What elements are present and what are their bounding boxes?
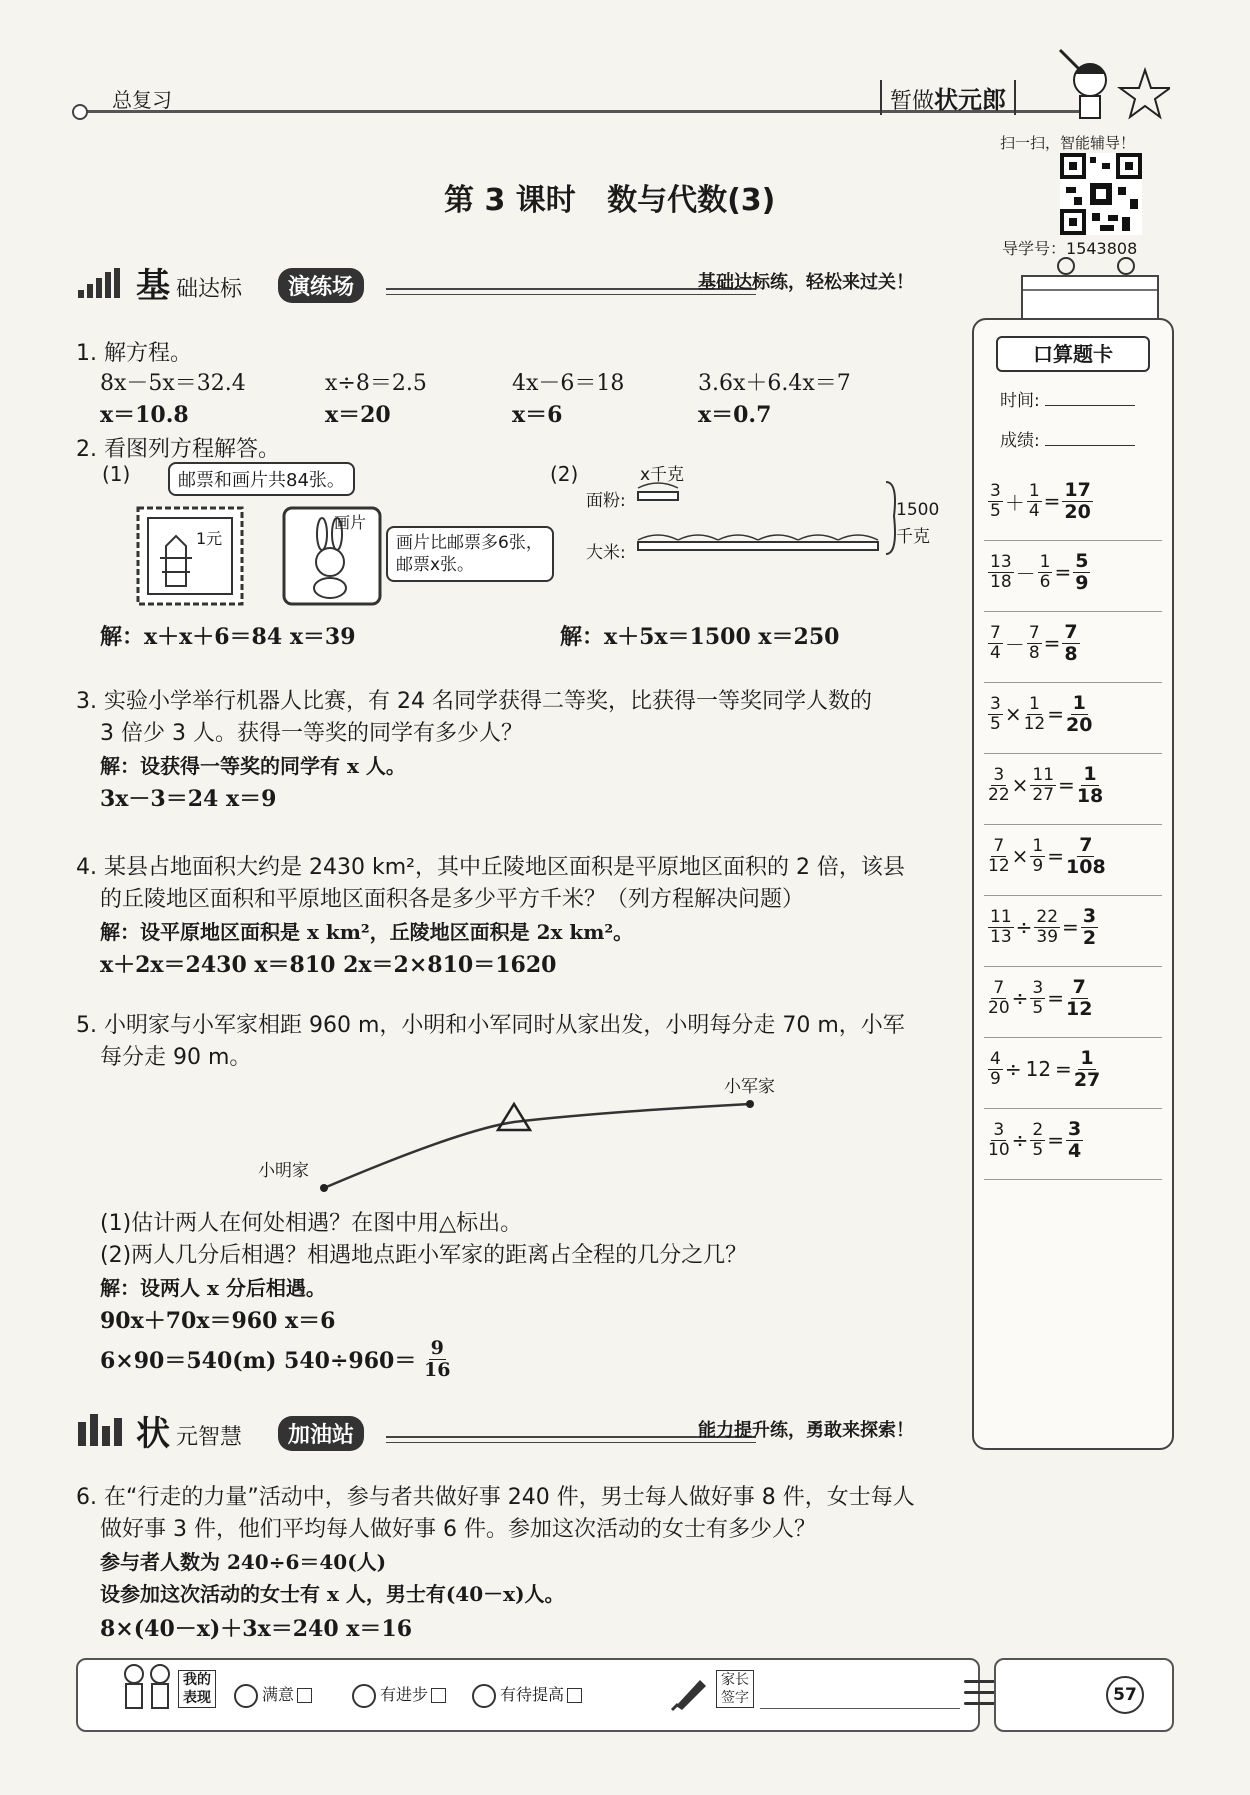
total-label: 1500 <box>896 500 940 520</box>
card-operator: － <box>1004 632 1025 657</box>
card-equals: = <box>1054 560 1072 585</box>
option-1-label: 满意 <box>262 1685 295 1704</box>
card-result-den: 18 <box>1076 784 1104 807</box>
q2-sub2: (2) <box>550 462 579 486</box>
bars-icon <box>78 268 122 298</box>
card-result-den: 12 <box>1066 997 1093 1020</box>
card-equals: = <box>1055 1057 1072 1082</box>
q5-fraction-den: 16 <box>424 1358 451 1381</box>
footer-option-2[interactable] <box>352 1682 446 1708</box>
card-result-den: 8 <box>1064 642 1078 665</box>
card-operand-a <box>988 695 1003 733</box>
q4-answer-1: 解：设平原地区面积是 x km²，丘陵地区面积是 2x km²。 <box>100 920 634 944</box>
q2-bubble2: 画片比邮票多6张，邮票x张。 <box>386 526 554 582</box>
card-operand-a <box>988 1050 1003 1088</box>
card-equals: = <box>1047 1128 1064 1153</box>
section2-slogan: 能力提升练，勇敢来探索！ <box>698 1420 914 1441</box>
q5-fraction-num: 9 <box>430 1337 444 1359</box>
card-operand-a <box>988 837 1010 875</box>
option-3-checkbox[interactable] <box>567 1688 582 1703</box>
brand-prefix: 暂做 <box>890 89 935 114</box>
bar-diagram <box>636 478 906 558</box>
card-operand-b-den: 9 <box>1032 855 1044 876</box>
card-result <box>1081 906 1098 949</box>
card-operand-b: 12 <box>1025 1057 1052 1082</box>
card-result <box>1077 764 1103 807</box>
option-1-checkbox[interactable] <box>297 1688 312 1703</box>
my-performance-label <box>178 1670 216 1708</box>
q1-answer-4: x＝0.7 <box>698 402 772 428</box>
card-operator: ＋ <box>1004 490 1025 515</box>
card-operator: ÷ <box>1011 1128 1029 1153</box>
card-result-den: 27 <box>1073 1068 1101 1091</box>
card-operand-a <box>988 482 1003 520</box>
card-item <box>984 967 1162 1038</box>
q6-text-1: 6. 在“行走的力量”活动中，参与者共做好事 240 件，男士每人做好事 8 件，女士每人 <box>76 1485 915 1510</box>
section1-pill: 演练场 <box>278 268 364 303</box>
mascot-icon <box>1040 40 1170 125</box>
q5-text-2: 每分走 90 m。 <box>100 1045 252 1070</box>
card-operand-b-den: 8 <box>1028 642 1040 663</box>
card-equals: = <box>1047 986 1064 1011</box>
card-operand-a-den: 4 <box>990 642 1001 663</box>
page-number-box <box>994 1658 1174 1732</box>
card-result-den: 108 <box>1066 855 1106 878</box>
card-time <box>1000 386 1135 411</box>
card-operand-b <box>1034 908 1060 946</box>
q6-text-2: 做好事 3 件，他们平均每人做好事 6 件。参加这次活动的女士有多少人？ <box>100 1517 816 1542</box>
card-operand-a-den: 5 <box>990 713 1001 734</box>
card-result-den: 2 <box>1082 926 1097 949</box>
card-item <box>984 470 1162 541</box>
card-operand-a-den: 20 <box>988 997 1010 1018</box>
my-label-1: 我的 <box>183 1672 211 1688</box>
card-operand-b-num: 1 <box>1032 836 1044 857</box>
card-result-num: 3 <box>1068 1118 1082 1140</box>
meeting-triangle-icon <box>498 1104 530 1130</box>
q5-answer-fraction <box>424 1338 450 1381</box>
brand-name: 状元郎 <box>934 86 1007 114</box>
section2-title-big: 状 <box>136 1414 170 1454</box>
section2-header <box>78 1410 956 1454</box>
card-operand-b <box>1027 482 1042 520</box>
card-result <box>1062 622 1079 665</box>
card-operator: × <box>1011 773 1029 798</box>
q1-answer-3: x＝6 <box>512 402 563 428</box>
card-equals: = <box>1062 915 1079 940</box>
section2-pill: 加油站 <box>278 1416 364 1451</box>
brand <box>880 80 1016 115</box>
section1-title-big: 基 <box>136 266 170 306</box>
card-equals: = <box>1047 702 1064 727</box>
card-result <box>1062 480 1092 523</box>
card-operator: ÷ <box>1004 1057 1022 1082</box>
q2-answer1: 解：x＋x＋6＝84 x＝39 <box>100 624 356 650</box>
parent-label-2: 签字 <box>721 1690 749 1707</box>
card-item <box>984 896 1162 967</box>
card-result-den: 4 <box>1068 1139 1082 1162</box>
card-operand-a-den: 13 <box>990 926 1012 947</box>
flour-label: 面粉: <box>586 491 626 511</box>
card-result-num: 5 <box>1075 550 1089 572</box>
q2-bubble1: 邮票和画片共84张。 <box>168 462 355 496</box>
q5-sub2: (2)两人几分后相遇？相遇地点距小军家的距离占全程的几分之几？ <box>100 1243 748 1268</box>
card-item <box>984 1109 1162 1180</box>
parent-sign-label <box>716 1670 754 1708</box>
card-operand-b-num: 11 <box>1032 765 1055 786</box>
rabbit-card-icon <box>282 506 382 606</box>
page-number <box>1106 1676 1144 1714</box>
x-label: x千克 <box>640 465 685 485</box>
card-item <box>984 754 1162 825</box>
card-operand-b-den: 39 <box>1036 926 1059 947</box>
card-time-blank[interactable] <box>1045 405 1135 406</box>
parent-sign-line[interactable] <box>760 1708 960 1709</box>
card-result-den: 20 <box>1066 713 1093 736</box>
guide-number-value: 1543808 <box>1066 239 1138 258</box>
card-time-label: 时间: <box>1000 391 1040 411</box>
my-label-2: 表现 <box>183 1690 211 1707</box>
card-operand-b-num: 2 <box>1032 1120 1044 1141</box>
q4-answer-2: x＋2x＝2430 x＝810 2x＝2×810＝1620 <box>100 952 557 978</box>
scan-text: 扫一扫，智能辅导！ <box>1000 134 1136 152</box>
card-operand-a-num: 3 <box>993 1120 1005 1141</box>
card-operand-a <box>988 979 1010 1017</box>
card-operand-a-num: 7 <box>993 978 1005 999</box>
card-operand-a <box>988 1121 1010 1159</box>
card-operator: × <box>1004 702 1022 727</box>
card-result <box>1066 977 1092 1020</box>
card-operand-b-num: 7 <box>1028 623 1040 644</box>
card-result-num: 3 <box>1082 905 1097 927</box>
q5-sub1: (1)估计两人在何处相遇？在图中用△标出。 <box>100 1211 523 1236</box>
card-title-text: 口算题卡 <box>1033 342 1113 366</box>
option-2-label: 有进步 <box>380 1685 429 1704</box>
q1-answer-2: x＝20 <box>325 402 391 428</box>
section1-slogan: 基础达标练，轻松来过关！ <box>698 272 914 293</box>
q6-answer-2: 设参加这次活动的女士有 x 人，男士有(40－x)人。 <box>100 1582 565 1606</box>
card-equals: = <box>1043 631 1061 656</box>
card-operand-b <box>1024 695 1046 733</box>
q1-eq-1: 8x－5x＝32.4 <box>100 371 246 396</box>
q5-answer-1: 解：设两人 x 分后相遇。 <box>100 1276 326 1300</box>
q3-text-2: 3 倍少 3 人。获得一等奖的同学有多少人？ <box>100 721 523 746</box>
q6-answer-1: 参与者人数为 240÷6＝40(人) <box>100 1550 387 1574</box>
guide-label: 导学号： <box>1002 239 1067 258</box>
footer-option-3[interactable] <box>472 1682 582 1708</box>
card-operand-a-den: 22 <box>988 784 1010 805</box>
q5-answer-2: 90x＋70x＝960 x＝6 <box>100 1308 336 1334</box>
card-operand-b-den: 5 <box>1032 1139 1044 1160</box>
stamp-icon <box>136 506 244 606</box>
q4-text-2: 的丘陵地区面积和平原地区面积各是多少平方千米？（列方程解决问题） <box>100 887 805 912</box>
card-label: 画片 <box>334 513 367 532</box>
q1-eq-2: x÷8＝2.5 <box>325 371 427 396</box>
q1-answer-1: x＝10.8 <box>100 402 189 428</box>
card-operand-a-den: 18 <box>990 571 1012 592</box>
card-operand-b <box>1030 766 1056 804</box>
card-operand-b-den: 5 <box>1032 997 1044 1018</box>
card-operand-a-num: 4 <box>990 1049 1001 1070</box>
card-operand-b-num: 1 <box>1039 552 1051 573</box>
card-title <box>996 336 1150 372</box>
card-result-num: 7 <box>1079 834 1093 856</box>
card-score <box>1000 426 1135 451</box>
card-result-num: 1 <box>1072 692 1086 714</box>
card-operand-b <box>1030 837 1045 875</box>
q3-answer-1: 解：设获得一等奖的同学有 x 人。 <box>100 754 406 778</box>
card-result-den: 9 <box>1075 571 1089 594</box>
header-dot-icon <box>72 104 88 120</box>
smile-face-icon <box>234 1684 258 1708</box>
section1-title-rest: 础达标 <box>176 277 243 302</box>
q2-sub1: (1) <box>102 462 131 486</box>
q6-answer-3: 8×(40－x)＋3x＝240 x＝16 <box>100 1616 413 1642</box>
section2-title-rest: 元智慧 <box>176 1425 243 1450</box>
medal-icon <box>78 1414 122 1446</box>
card-result-num: 17 <box>1064 479 1091 501</box>
card-operand-a-num: 13 <box>990 552 1012 573</box>
card-operand-b-num: 3 <box>1032 978 1044 999</box>
q3-text-1: 3. 实验小学举行机器人比赛，有 24 名同学获得二等奖，比获得一等奖同学人数的 <box>76 689 872 714</box>
pen-icon <box>670 1672 710 1712</box>
card-equals: = <box>1058 773 1075 798</box>
page-number-text: 57 <box>1113 1685 1137 1705</box>
grin-face-icon <box>352 1684 376 1708</box>
card-result <box>1073 551 1090 594</box>
card-operand-b-num: 1 <box>1028 481 1040 502</box>
rice-label: 大米: <box>586 543 626 563</box>
q1-label: 1. 解方程。 <box>76 341 192 366</box>
home-b-label: 小军家 <box>724 1077 775 1097</box>
option-2-checkbox[interactable] <box>431 1688 446 1703</box>
card-operand-a-den: 5 <box>990 500 1001 521</box>
stamp-value: 1元 <box>196 529 223 548</box>
card-result-num: 7 <box>1072 976 1086 998</box>
card-operand-a <box>988 553 1014 591</box>
card-equals: = <box>1047 844 1064 869</box>
card-result-num: 7 <box>1064 621 1078 643</box>
card-operator: ÷ <box>1011 986 1029 1011</box>
header-left-label: 总复习 <box>112 88 172 112</box>
card-operand-b <box>1027 624 1042 662</box>
card-operand-b <box>1038 553 1053 591</box>
card-score-blank[interactable] <box>1045 445 1135 446</box>
card-item <box>984 683 1162 754</box>
kids-icon <box>120 1662 174 1724</box>
card-result <box>1074 1048 1100 1091</box>
card-operand-a <box>988 624 1003 662</box>
q2-answer2: 解：x＋5x＝1500 x＝250 <box>560 624 840 650</box>
card-result <box>1066 1119 1083 1162</box>
card-operator: ÷ <box>1015 915 1033 940</box>
card-result-num: 1 <box>1083 763 1097 785</box>
card-operand-a-den: 9 <box>990 1068 1001 1089</box>
footer-option-1[interactable] <box>234 1682 312 1708</box>
total-unit: 千克 <box>896 527 930 547</box>
card-operator: － <box>1015 561 1036 586</box>
card-equals: = <box>1043 489 1061 514</box>
card-score-label: 成绩: <box>1000 431 1040 451</box>
section1-header <box>78 262 956 306</box>
parent-label-1: 家长 <box>721 1672 749 1688</box>
card-result <box>1066 835 1106 878</box>
home-a-label: 小明家 <box>258 1161 309 1181</box>
card-operand-b-num: 1 <box>1029 694 1040 715</box>
card-operand-b-num: 22 <box>1036 907 1059 928</box>
card-operand-a-num: 3 <box>990 694 1001 715</box>
card-operand-a <box>988 766 1010 804</box>
card-operand-a-den: 10 <box>988 1139 1010 1160</box>
page-title: 第 3 课时 数与代数(3) <box>444 183 776 218</box>
card-item <box>984 612 1162 683</box>
card-result-num: 1 <box>1080 1047 1094 1069</box>
q5-text-1: 5. 小明家与小军家相距 960 m，小明和小军同时从家出发，小明每分走 70 m，小军 <box>76 1013 905 1038</box>
neutral-face-icon <box>472 1684 496 1708</box>
card-operand-a-num: 3 <box>990 481 1001 502</box>
card-result-den: 20 <box>1064 500 1091 523</box>
card-operand-b-den: 4 <box>1028 500 1040 521</box>
card-operand-a-num: 7 <box>990 623 1001 644</box>
q2-label: 2. 看图列方程解答。 <box>76 437 280 462</box>
card-operand-a-num: 3 <box>993 765 1005 786</box>
card-item <box>984 541 1162 612</box>
qr-code-icon[interactable] <box>1060 153 1142 235</box>
q5-answer-3 <box>100 1338 450 1381</box>
card-operand-b <box>1030 1121 1045 1159</box>
option-3-label: 有待提高 <box>500 1685 565 1704</box>
card-operator: × <box>1011 844 1029 869</box>
q3-answer-2: 3x－3＝24 x＝9 <box>100 786 277 812</box>
q5-answer-3-text: 6×90＝540(m) 540÷960＝ <box>100 1347 417 1374</box>
card-operand-b-den: 6 <box>1039 571 1051 592</box>
card-result <box>1066 693 1092 736</box>
q1-eq-4: 3.6x＋6.4x＝7 <box>698 371 851 396</box>
classroom-illustration <box>1020 256 1160 322</box>
q4-text-1: 4. 某县占地面积大约是 2430 km²，其中丘陵地区面积是平原地区面积的 2 倍，该县 <box>76 855 905 880</box>
card-item <box>984 1038 1162 1109</box>
card-operand-a-num: 7 <box>993 836 1005 857</box>
card-operand-a-num: 11 <box>990 907 1012 928</box>
card-operand-a <box>988 908 1014 946</box>
card-operand-b <box>1030 979 1045 1017</box>
card-operand-b-den: 12 <box>1023 713 1046 734</box>
route-diagram <box>300 1090 760 1200</box>
card-operand-a-den: 12 <box>988 855 1010 876</box>
card-operand-b-den: 27 <box>1032 784 1055 805</box>
q1-eq-3: 4x－6＝18 <box>512 371 625 396</box>
card-item <box>984 825 1162 896</box>
